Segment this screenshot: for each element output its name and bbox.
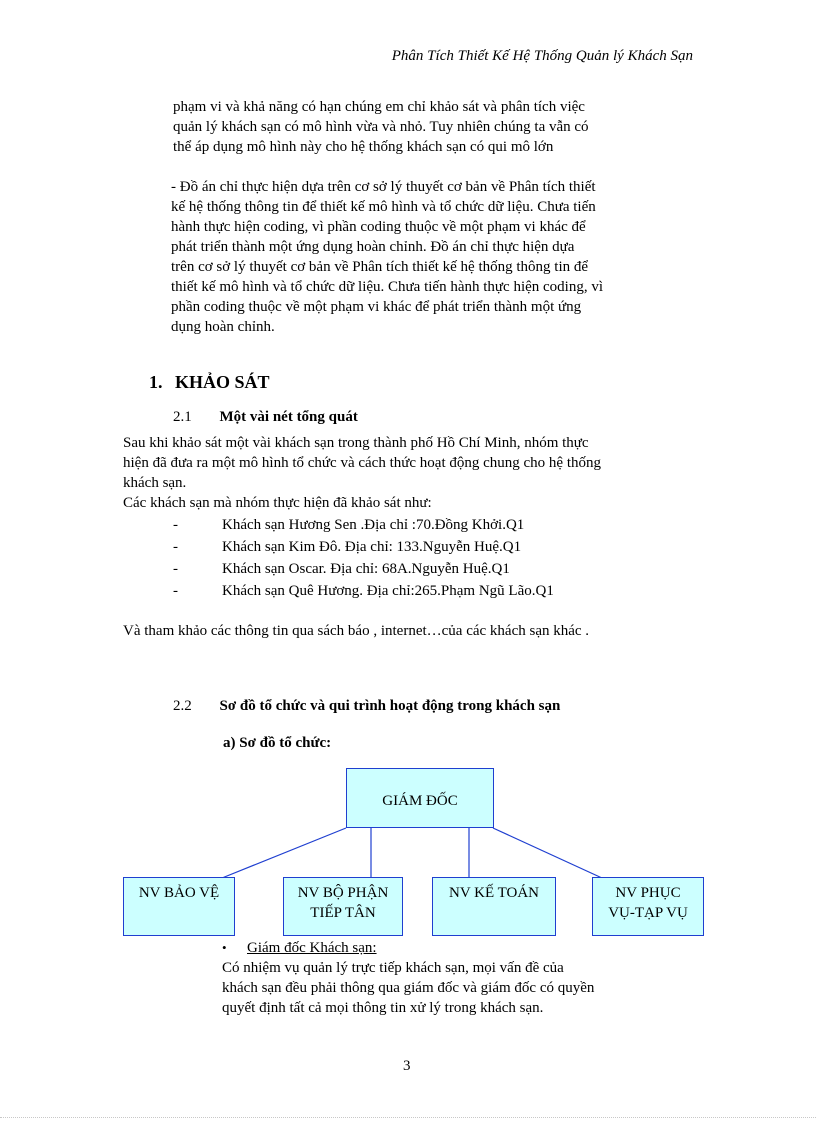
- box-label: NV BỘ PHẬN: [297, 885, 389, 901]
- sub-heading-a: a) Sơ đồ tổ chức:: [223, 735, 332, 751]
- text-line: khách sạn đều phải thông qua giám đốc và giám đốc có quyền: [222, 980, 595, 996]
- text-line: quyết định tất cả mọi thông tin xử lý trong khách sạn.: [222, 1000, 544, 1016]
- section-title: KHẢO SÁT: [175, 372, 270, 392]
- subsection-number: 2.2: [173, 698, 192, 714]
- dash-bullet: -: [173, 583, 178, 599]
- dash-bullet: -: [173, 539, 178, 555]
- page-bottom-border: [0, 1117, 816, 1118]
- org-box-security: [123, 877, 235, 936]
- text-line: quản lý khách sạn có mô hình vừa và nhỏ. Tuy nhiên chúng ta vẫn có: [173, 119, 589, 135]
- bullet-icon: •: [222, 940, 227, 955]
- director-description: [222, 958, 594, 1018]
- connector-line: [493, 828, 602, 878]
- text-line: khách sạn.: [123, 475, 187, 491]
- hotel-text: Khách sạn Hương Sen .Địa chỉ :70.Đồng Khởi.Q1: [222, 517, 525, 533]
- section-number: 1.: [149, 372, 163, 392]
- text-line: Sau khi khảo sát một vài khách sạn trong thành phố Hồ Chí Minh, nhóm thực: [123, 435, 589, 451]
- box-label: NV BẢO VỆ: [138, 885, 220, 901]
- text-line: kế hệ thống thông tin để thiết kế mô hình và tổ chức dữ liệu. Chưa tiến: [171, 199, 596, 215]
- text-line: thể áp dụng mô hình này cho hệ thống khách sạn có qui mô lớn: [173, 139, 554, 155]
- subsection-number: 2.1: [173, 409, 192, 425]
- page-header: Phân Tích Thiết Kế Hệ Thống Quản lý Khách Sạn: [391, 48, 693, 64]
- subsection-title: Sơ đồ tổ chức và qui trình hoạt động trong khách sạn: [219, 698, 561, 714]
- hotel-text: Khách sạn Oscar. Địa chỉ: 68A.Nguyễn Huệ.Q1: [222, 561, 510, 577]
- box-label: GIÁM ĐỐC: [382, 793, 458, 809]
- subsection-title: Một vài nét tổng quát: [219, 409, 358, 425]
- text-line: dụng hoàn chỉnh.: [171, 319, 275, 335]
- connector-line: [222, 828, 346, 878]
- text-line: trên cơ sở lý thuyết cơ bản về Phân tích thiết kế hệ thống thông tin để: [171, 259, 589, 275]
- org-box-service: [592, 877, 704, 936]
- text-line: phát triển thành một ứng dụng hoàn chỉnh. Đồ án chỉ thực hiện dựa: [171, 239, 575, 255]
- dash-bullet: -: [173, 517, 178, 533]
- org-box-accounting: [432, 877, 556, 936]
- org-box-director: [346, 768, 494, 828]
- text-line: - Đồ án chỉ thực hiện dựa trên cơ sở lý thuyết cơ bản về Phân tích thiết: [171, 179, 596, 195]
- box-label: NV PHỤC: [615, 885, 681, 901]
- closing-line: Và tham khảo các thông tin qua sách báo , internet…của các khách sạn khác .: [123, 623, 590, 639]
- text-line: phạm vi và khả năng có hạn chúng em chỉ khảo sát và phân tích việc: [173, 99, 585, 115]
- box-label: VỤ-TẠP VỤ: [608, 905, 688, 921]
- text-line: phần coding thuộc về một phạm vi khác để phát triển thành một ứng: [171, 299, 582, 315]
- text-line: hành thực hiện coding, vì phần coding thuộc về một phạm vi khác để: [171, 219, 586, 235]
- director-title-line: [222, 938, 377, 958]
- text-line: Có nhiệm vụ quản lý trực tiếp khách sạn, mọi vấn đề của: [222, 960, 564, 976]
- page-number: 3: [403, 1058, 411, 1074]
- hotel-text: Khách sạn Kim Đô. Địa chỉ: 133.Nguyễn Huệ.Q1: [222, 539, 522, 555]
- text-line: hiện đã đưa ra một mô hình tổ chức và cách thức hoạt động chung cho hệ thống: [123, 455, 602, 471]
- hotel-text: Khách sạn Quê Hương. Địa chỉ:265.Phạm Ngũ Lão.Q1: [222, 583, 554, 599]
- text-line: thiết kế mô hình và tổ chức dữ liệu. Chưa tiến hành thực hiện coding, vì: [171, 279, 604, 295]
- box-label: TIẾP TÂN: [310, 905, 376, 921]
- dash-bullet: -: [173, 561, 178, 577]
- org-box-reception: [283, 877, 403, 936]
- text-line: Các khách sạn mà nhóm thực hiện đã khảo sát như:: [123, 495, 432, 511]
- director-title: Giám đốc Khách sạn:: [247, 940, 377, 956]
- box-label: NV KẾ TOÁN: [448, 885, 539, 901]
